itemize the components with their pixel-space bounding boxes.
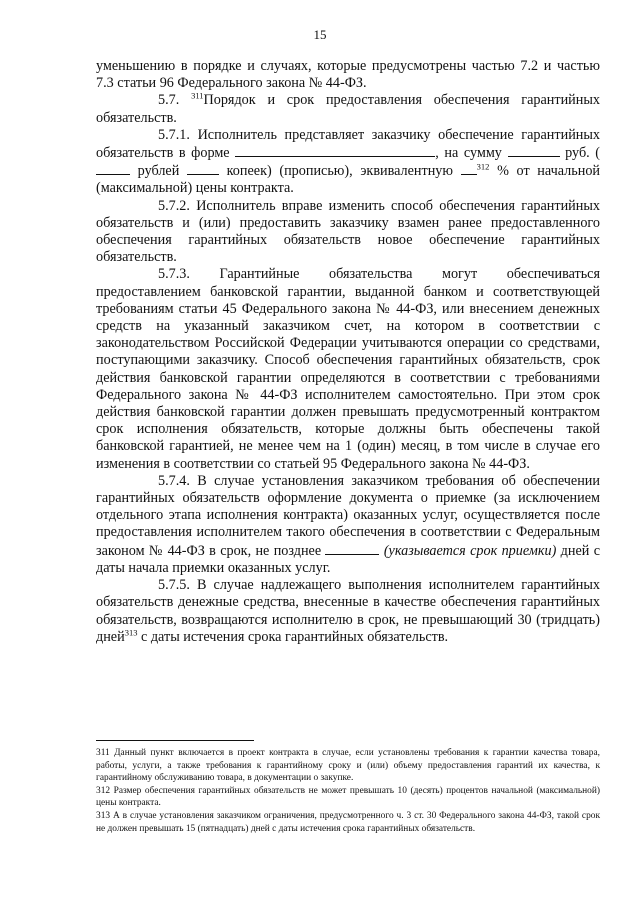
footnotes [96, 747, 600, 835]
blank-form-field [235, 144, 435, 157]
footnote-divider [96, 740, 254, 741]
blank-percent-field [461, 162, 477, 175]
footnote-ref-312: 312 [476, 161, 490, 172]
blank-days-field [325, 542, 379, 555]
paragraph-5-7 [96, 92, 600, 126]
footnote-ref-313: 313 [124, 626, 138, 637]
blank-amount-field [508, 144, 560, 157]
italic-note: (указывается срок приемки) [383, 542, 557, 559]
footnote-313: 313 А в случае установления заказчиком ограничения, предусмотренного ч. 3 ст. 30 Федерального закона 44-ФЗ, такой срок не должен превышать 15 (пятнадцать) дней с даты истечения срока гарантийных обязательств. [96, 810, 600, 834]
paragraph-5-7-5: 5.7.5. В случае надлежащего выполнения исполнителем гарантийных обязательств денежные средства, внесенные в качестве обеспечения гарантийных обязательств, возвращаются исполнителю в срок, не превышающий 30 (тридцать) дней$^{313}$ с даты истечения срока гарантийных обязательств. [96, 577, 600, 645]
page-number: 15 [313, 27, 327, 42]
clause-number: 5.7.1. [158, 126, 190, 143]
footnote-311: 311 Данный пункт включается в проект контракта в случае, если установлены требования к гарантии качества товара, работы, услуги, а также требования к гарантийному сроку и (или) объему предоставления гарантий их качества, к гарантийному обслуживанию товара, в документации о закупке. [96, 748, 600, 784]
paragraph-5-7-2: 5.7.2. Исполнитель вправе изменить способ обеспечения гарантийных обязательств и (или) предоставить заказчику взамен ранее предоставленного обеспечения гарантийных обязательств новое обеспечение гарантийных обязательств. [96, 197, 600, 266]
blank-rubles-field [96, 162, 130, 175]
paragraph-5-7-4: 5.7.4. В случае установления заказчиком требования об обеспечении гарантийных обязательств оформление документа о приемке (за исключением отдельного этапа исполнения контракта) оказанных услуг, осуществляется после предоставления исполнителем такого обеспечения в соответствии с Федеральным законом № 44-ФЗ в срок, не позднее (указывается срок приемки) дней с даты начала приемки оказанных услуг. [96, 472, 601, 576]
document-body [96, 58, 600, 646]
footnote-312: 312 Размер обеспечения гарантийных обязательств не может превышать 10 (десять) процентов начальной (максимальной) цены контракта. [96, 785, 600, 809]
clause-text: Порядок и срок предоставления обеспечения гарантийных обязательств. [96, 92, 600, 126]
paragraph-continuation: уменьшению в порядке и случаях, которые предусмотрены частью 7.2 и частью 7.3 статьи 96 Федерального закона № 44-ФЗ. [96, 58, 600, 92]
footnote-ref-311: 311 [191, 90, 204, 101]
paragraph-5-7-1: 5.7.1. Исполнитель представляет заказчику обеспечение гарантийных обязательств в форме , на сумму руб. ( рублей копеек) (прописью), эквивалентную $^{312}$ % от начальной (максимальной) цены контракта. [96, 126, 601, 197]
blank-kopecks-field [187, 162, 219, 175]
clause-number: 5.7. [158, 92, 180, 109]
paragraph-5-7-3: 5.7.3. Гарантийные обязательства могут обеспечиваться предоставлением банковской гарантии, выданной банком и соответствующей требованиям статьи 45 Федерального закона № 44-ФЗ, или внесением денежных средств на указанный заказчиком счет, на котором в соответствии с законодательством Российской Федерации учитываются операции со средствами, поступающими заказчику. Способ обеспечения гарантийных обязательств, срок действия банковской гарантии определяются в соответствии с требованиями Федерального закона № 44-ФЗ исполнителем самостоятельно. При этом срок действия банковской гарантии должен превышать предусмотренный контрактом срок исполнения обязательств, которые должны быть обеспечены такой банковской гарантией, не менее чем на 1 (один) месяц, в том числе в случае его изменения в соответствии со статьей 95 Федерального закона № 44-ФЗ. [96, 266, 600, 472]
